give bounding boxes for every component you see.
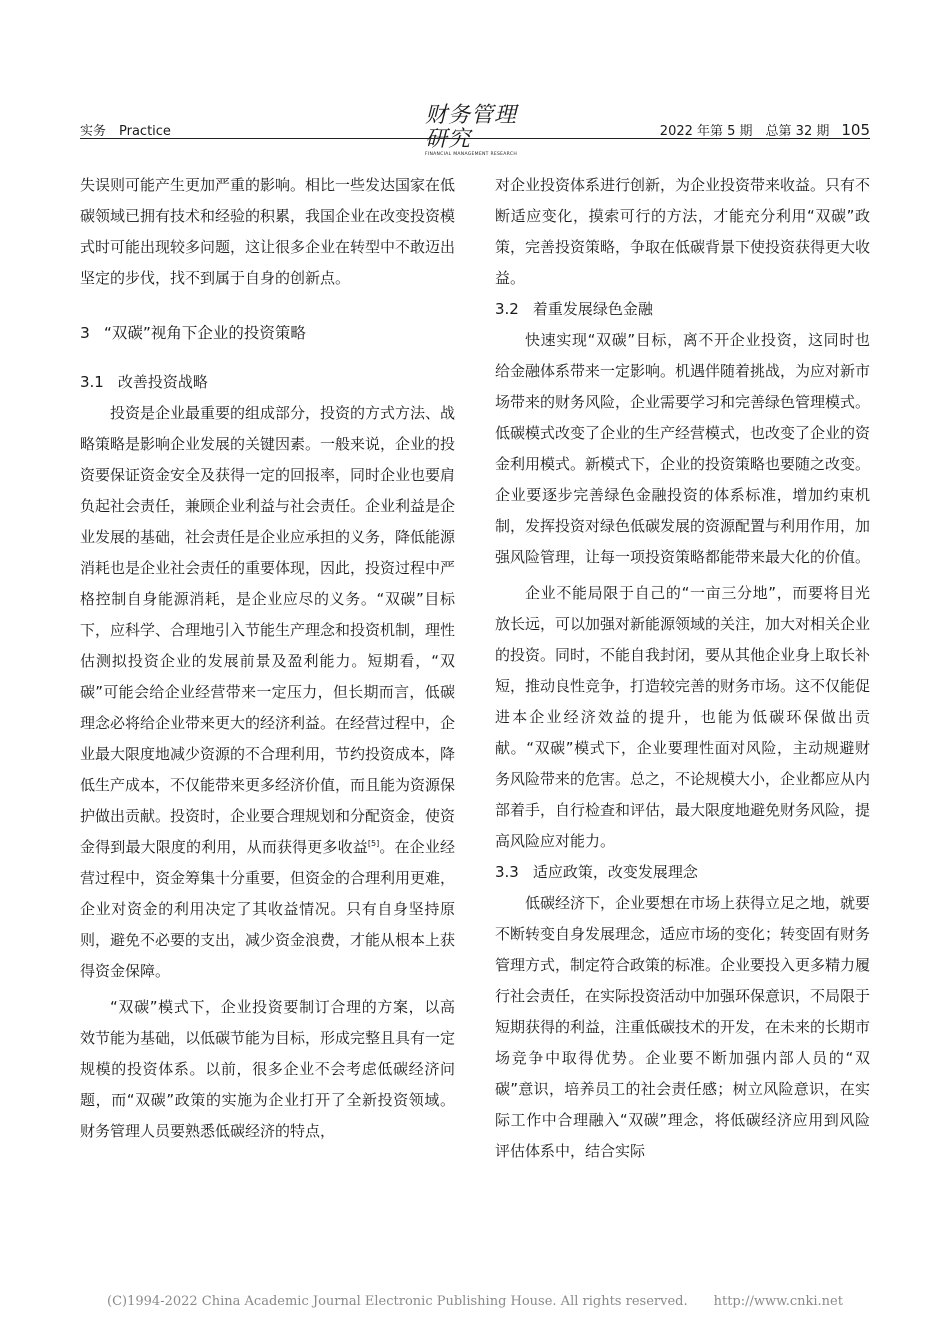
section-title: “双碳”视角下企业的投资策略: [103, 324, 306, 342]
running-header-section: 实务 Practice: [80, 124, 171, 139]
paragraph: 企业不能局限于自己的“一亩三分地”，而要将目光放长远，可以加强对新能源领域的关注，加大对相关企业的投资。同时，不能自我封闭，要从其他企业身上取长补短，推动良性竞争，打造较完善的财务市场。这不仅能促进本企业经济效益的提升，也能为低碳环保做出贡献。“双碳”模式下，企业要理性面对风险，主动规避财务风险带来的危害。总之，不论规模大小，企业都应从内部着手，自行检查和评估，最大限度地避免财务风险，提高风险应对能力。: [495, 584, 871, 850]
paragraph: 快速实现“双碳”目标，离不开企业投资，这同时也给金融体系带来一定影响。机遇伴随着挑战，为应对新市场带来的财务风险，企业需要学习和完善绿色管理模式。低碳模式改变了企业的生产经营模式，也改变了企业的资金利用模式。新模式下，企业的投资策略也要随之改变。企业要逐步完善绿色金融投资的体系标准，增加约束机制，发挥投资对绿色低碳发展的资源配置与利用作用，加强风险管理，让每一项投资策略都能带来最大化的价值。: [495, 331, 871, 566]
subsection-title: 改善投资战略: [117, 373, 208, 391]
journal-logo-cn: 财务管理研究: [425, 103, 518, 152]
subsection-heading: [495, 294, 870, 325]
subsection-number: 3.1: [80, 373, 104, 391]
left-column: [80, 170, 455, 1147]
header-rule: [80, 138, 870, 139]
subsection-heading: [495, 857, 870, 888]
subsection-heading: [80, 367, 455, 398]
section-number: 3: [80, 324, 90, 342]
subsection-title: 着重发展绿色金融: [532, 300, 653, 318]
right-column: [495, 170, 870, 1167]
journal-logo: [425, 103, 530, 157]
journal-logo-en: FINANCIAL MANAGEMENT RESEARCH: [425, 152, 518, 157]
subsection-number: 3.3: [495, 863, 519, 881]
citation: [5]: [367, 839, 380, 848]
issue-info: 2022 年第 5 期 总第 32 期: [659, 124, 830, 139]
paragraph-text: 。在企业经营过程中，资金筹集十分重要，但资金的合理利用更难，企业对资金的利用决定了其收益情况。只有自身坚持原则，避免不必要的支出，减少资金浪费，才能从根本上获得资金保障。: [80, 838, 456, 980]
running-header-issue: [660, 120, 870, 139]
paragraph: “双碳”模式下，企业投资要制订合理的方案，以高效节能为基础，以低碳节能为目标，形成完整且具有一定规模的投资体系。以前，很多企业不会考虑低碳经济问题，而“双碳”政策的实施为企业打开了全新投资领域。财务管理人员要熟悉低碳经济的特点，: [80, 998, 456, 1140]
page-number: 105: [841, 121, 870, 139]
paragraph: 低碳经济下，企业要想在市场上获得立足之地，就要不断转变自身发展理念，适应市场的变化；转变固有财务管理方式，制定符合政策的标准。企业要投入更多精力履行社会责任，在实际投资活动中加强环保意识，不局限于短期获得的利益，注重低碳技术的开发，在未来的长期市场竞争中取得优势。企业要不断加强内部人员的“双碳”意识，培养员工的社会责任感；树立风险意识，在实际工作中合理融入“双碳”理念，将低碳经济应用到风险评估体系中，结合实际: [495, 894, 871, 1160]
paragraph: 失误则可能产生更加严重的影响。相比一些发达国家在低碳领域已拥有技术和经验的积累，我国企业在改变投资模式时可能出现较多问题，这让很多企业在转型中不敢迈出坚定的步伐，找不到属于自身的创新点。: [80, 176, 456, 287]
paragraph-text: 投资是企业最重要的组成部分，投资的方式方法、战略策略是影响企业发展的关键因素。一般来说，企业的投资要保证资金安全及获得一定的回报率，同时企业也要肩负起社会责任，兼顾企业利益与社会责任。企业利益是企业发展的基础，社会责任是企业应承担的义务，降低能源消耗也是企业社会责任的重要体现，因此，投资过程中严格控制自身能源消耗，是企业应尽的义务。“双碳”目标下，应科学、合理地引入节能生产理念和投资机制，理性估测拟投资企业的发展前景及盈利能力。短期看，“双碳”可能会给企业经营带来一定压力，但长期而言，低碳理念必将给企业带来更大的经济利益。在经营过程中，企业最大限度地减少资源的不合理利用，节约投资成本，降低生产成本，不仅能带来更多经济价值，而且能为资源保护做出贡献。投资时，企业要合理规划和分配资金，使资金得到最大限度的利用，从而获得更多收益: [80, 404, 456, 856]
paragraph: [80, 398, 455, 987]
copyright-footer: (C)1994-2022 China Academic Journal Electronic Publishing House. All rights reserved. http://www.cnki.net: [107, 1294, 843, 1309]
paragraph: 对企业投资体系进行创新，为企业投资带来收益。只有不断适应变化，摸索可行的方法，才能充分利用“双碳”政策，完善投资策略，争取在低碳背景下使投资获得更大收益。: [495, 176, 871, 287]
section-heading: [80, 318, 455, 349]
subsection-number: 3.2: [495, 300, 519, 318]
subsection-title: 适应政策，改变发展理念: [532, 863, 698, 881]
